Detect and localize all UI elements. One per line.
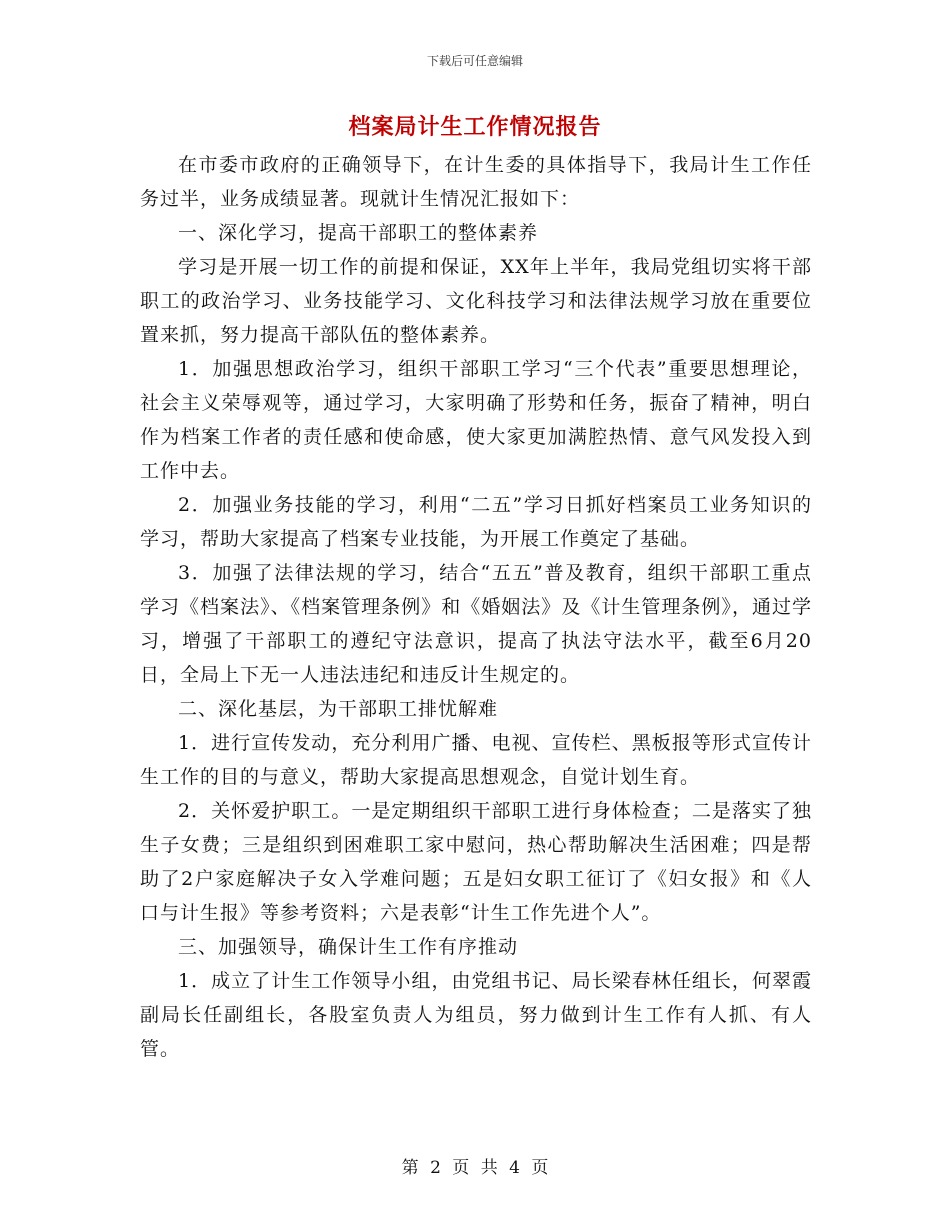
paragraph: 1．加强思想政治学习，组织干部职工学习“三个代表”重要思想理论，社会主义荣辱观等，通过学习，大家明确了形势和任务，振奋了精神，明白作为档案工作者的责任感和使命感，使大家更加满腔热情、意气风发投入到工作中去。: [140, 358, 812, 482]
section-heading-1: 一、深化学习，提高干部职工的整体素养: [178, 222, 539, 244]
paragraph: 2．关怀爱护职工。一是定期组织干部职工进行身体检查；二是落实了独生子女费；三是组织到困难职工家中慰问，热心帮助解决生活困难；四是帮助了2户家庭解决子女入学难问题；五是妇女职工征订了《妇女报》和《人口与计生报》等参考资料；六是表彰“计生工作先进个人”。: [140, 800, 812, 924]
document-title: 档案局计生工作情况报告: [348, 115, 602, 140]
page-header-note: 下载后可任意编辑: [426, 54, 523, 68]
section-heading-2: 二、深化基层，为干部职工排忧解难: [178, 698, 499, 720]
section-heading-3: 三、加强领导，确保计生工作有序推动: [178, 936, 519, 958]
paragraph-intro: 在市委市政府的正确领导下，在计生委的具体指导下，我局计生工作任务过半，业务成绩显著。现就计生情况汇报如下：: [140, 154, 812, 210]
paragraph: 学习是开展一切工作的前提和保证，XX年上半年，我局党组切实将干部职工的政治学习、业务技能学习、文化科技学习和法律法规学习放在重要位置来抓，努力提高干部队伍的整体素养。: [140, 256, 812, 346]
document-body: [140, 148, 812, 1066]
paragraph: 1．进行宣传发动，充分利用广播、电视、宣传栏、黑板报等形式宣传计生工作的目的与意义，帮助大家提高思想观念，自觉计划生育。: [140, 732, 812, 788]
page-number: 第 2 页 共 4 页: [401, 1158, 549, 1178]
paragraph: 1．成立了计生工作领导小组，由党组书记、局长梁春林任组长，何翠霞副局长任副组长，各股室负责人为组员，努力做到计生工作有人抓、有人管。: [140, 970, 812, 1060]
paragraph: 3．加强了法律法规的学习，结合“五五”普及教育，组织干部职工重点学习《档案法》、《档案管理条例》和《婚姻法》及《计生管理条例》，通过学习，增强了干部职工的遵纪守法意识，提高了执法守法水平，截至6月20日，全局上下无一人违法违纪和违反计生规定的。: [140, 562, 812, 686]
paragraph: 2．加强业务技能的学习，利用“二五”学习日抓好档案员工业务知识的学习，帮助大家提高了档案专业技能，为开展工作奠定了基础。: [140, 494, 812, 550]
